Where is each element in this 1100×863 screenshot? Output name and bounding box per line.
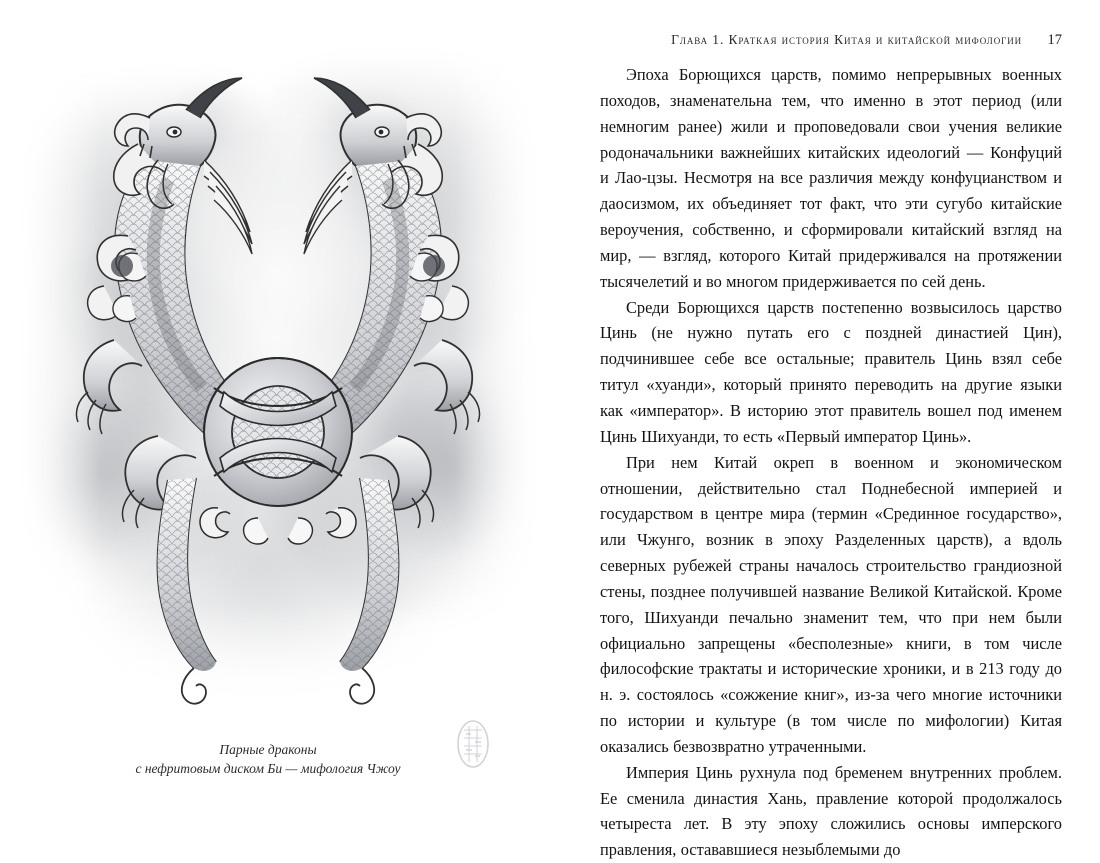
- text-column: [600, 62, 1062, 863]
- body-paragraph: При нем Китай окреп в военном и экономическом отношении, действительно стал Поднебесной империей и государством в центре мира (термин «Срединное государство», или Чжунго, возник в эпоху Разделенных царств), а вдоль северных рубежей страны началось строительство грандиозной стены, позднее получившей название Великой Китайской. Кроме того, Шихуанди печально знаменит тем, что при нем были официально запрещены «бесполезные» книги, в том числе философские трактаты и исторические хроники, и в 213 году до н. э. состоялось «сожжение книг», из-за чего многие источники по истории и культуре (в том числе по мифологии) Китая оказались безвозвратно утраченными.: [600, 452, 1062, 756]
- caption-line-2: с нефритовым диском Би — мифология Чжоу: [135, 761, 401, 776]
- right-page: [560, 0, 1100, 860]
- jade-disc-knot: [200, 358, 356, 544]
- body-paragraph: Эпоха Борющихся царств, помимо непрерывных военных походов, знаменательна тем, что именно в этот период (или немногим ранее) жили и проповедовали свои учения великие родоначальники важнейших китайских идеологий — Конфуций и Лао-цзы. Несмотря на все различия между конфуцианством и даосизмом, их объединяет тот факт, что эти сугубо китайские вероучения, собственно, и сформировали китайский взгляд на мир, — взгляд, которого Китай придерживался на протяжении тысячелетий и во многом придерживается по сей день.: [600, 65, 1062, 291]
- illustration-caption: [18, 740, 518, 778]
- running-head: [600, 32, 1062, 49]
- paired-dragons-line-art: [18, 40, 538, 730]
- seal-stamp-icon: [455, 718, 491, 770]
- left-page: [0, 0, 560, 825]
- running-head-title: Глава 1. Краткая история Китая и китайской мифологии: [671, 32, 1022, 47]
- caption-line-1: Парные драконы: [219, 742, 317, 757]
- body-paragraph: Среди Борющихся царств постепенно возвысилось царство Цинь (не нужно путать его с поздней династией Цин), подчинившее себе все остальные; правитель Цинь взял себе титул «хуанди», который принято переводить на другие языки как «император». В историю этот правитель вошел под именем Цинь Шихуанди, то есть «Первый император Цинь».: [600, 297, 1062, 446]
- dragon-illustration: [18, 40, 538, 730]
- body-paragraph: Империя Цинь рухнула под бременем внутренних проблем. Ее сменила династия Хань, правление которой продолжалось четыреста лет. В эту эпоху сложились основы имперского правления, остававшиеся незыблемыми до: [600, 762, 1062, 860]
- page-number: 17: [1047, 32, 1062, 48]
